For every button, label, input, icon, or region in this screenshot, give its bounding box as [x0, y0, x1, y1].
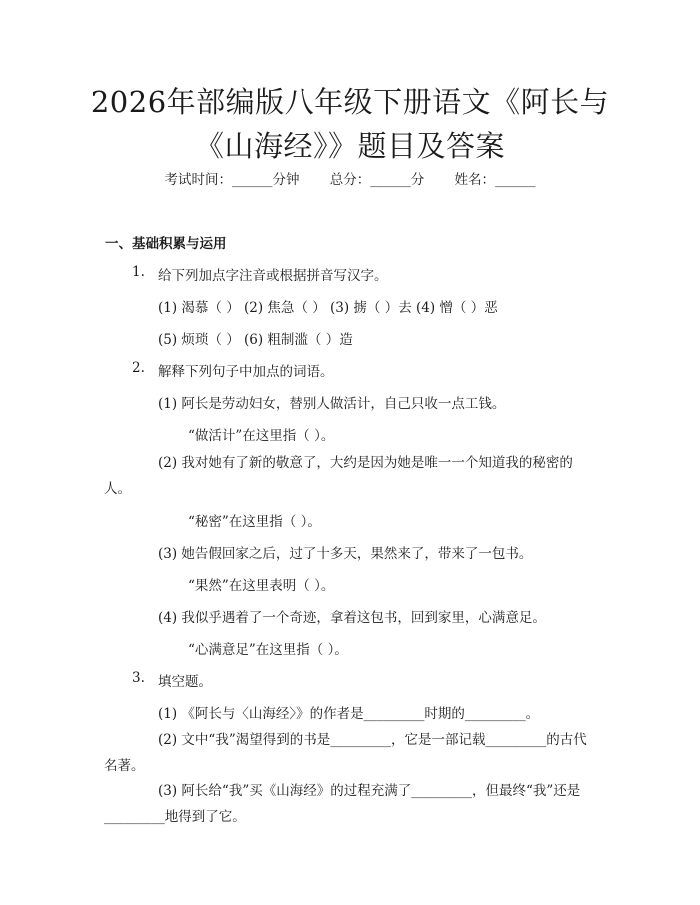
fill-blank: (3) 阿长给“我”买《山海经》的过程充满了_________，但最终“我”还是_________地得到了它。 — [104, 783, 581, 825]
question-number: 1. — [132, 264, 145, 280]
fill-blank: (1) 《阿长与〈山海经〉》的作者是_________时期的_________。 — [158, 706, 540, 722]
document-title: 2026年部编版八年级下册语文《阿长与《山海经》》题目及答案 — [90, 85, 610, 163]
question-text: 解释下列句子中加点的词语。 — [158, 364, 334, 380]
answer-prompt: “心满意足”在这里指（ ）。 — [188, 642, 348, 658]
question-item-line: (5) 烦琐（ ） (6) 粗制滥（ ）造 — [158, 332, 353, 348]
exam-score: 总分：______分 — [329, 172, 425, 188]
question-number: 2. — [132, 360, 145, 376]
sentence: (4) 我似乎遇着了一个奇迹，拿着这包书，回到家里，心满意足。 — [158, 610, 546, 626]
answer-prompt: “做活计”在这里指（ ）。 — [188, 428, 335, 444]
sentence: (2) 我对她有了新的敬意了，大约是因为她是唯一一个知道我的秘密的人。 — [104, 455, 573, 497]
exam-time: 考试时间：______分钟 — [164, 172, 300, 188]
fill-blank: (2) 文中“我”渴望得到的书是_________，它是一部记载_________的古代名著。 — [104, 732, 587, 774]
question-text: 填空题。 — [158, 674, 212, 690]
answer-prompt: “果然”在这里表明（ ）。 — [188, 578, 335, 594]
question-item-line: (1) 渴慕（ ） (2) 焦急（ ） (3) 掳（ ）去 (4) 憎（ ）恶 — [158, 300, 498, 316]
answer-prompt: “秘密”在这里指（ ）。 — [188, 514, 321, 530]
exam-name: 姓名：______ — [454, 172, 536, 188]
sentence: (3) 她告假回家之后，过了十多天，果然来了，带来了一包书。 — [158, 546, 533, 562]
exam-info — [0, 168, 700, 188]
sentence: (1) 阿长是劳动妇女，替别人做活计，自己只收一点工钱。 — [158, 396, 506, 412]
question-number: 3. — [132, 670, 145, 686]
question-text: 给下列加点字注音或根据拼音写汉字。 — [158, 268, 388, 284]
section-heading: 一、基础积累与运用 — [105, 236, 227, 252]
